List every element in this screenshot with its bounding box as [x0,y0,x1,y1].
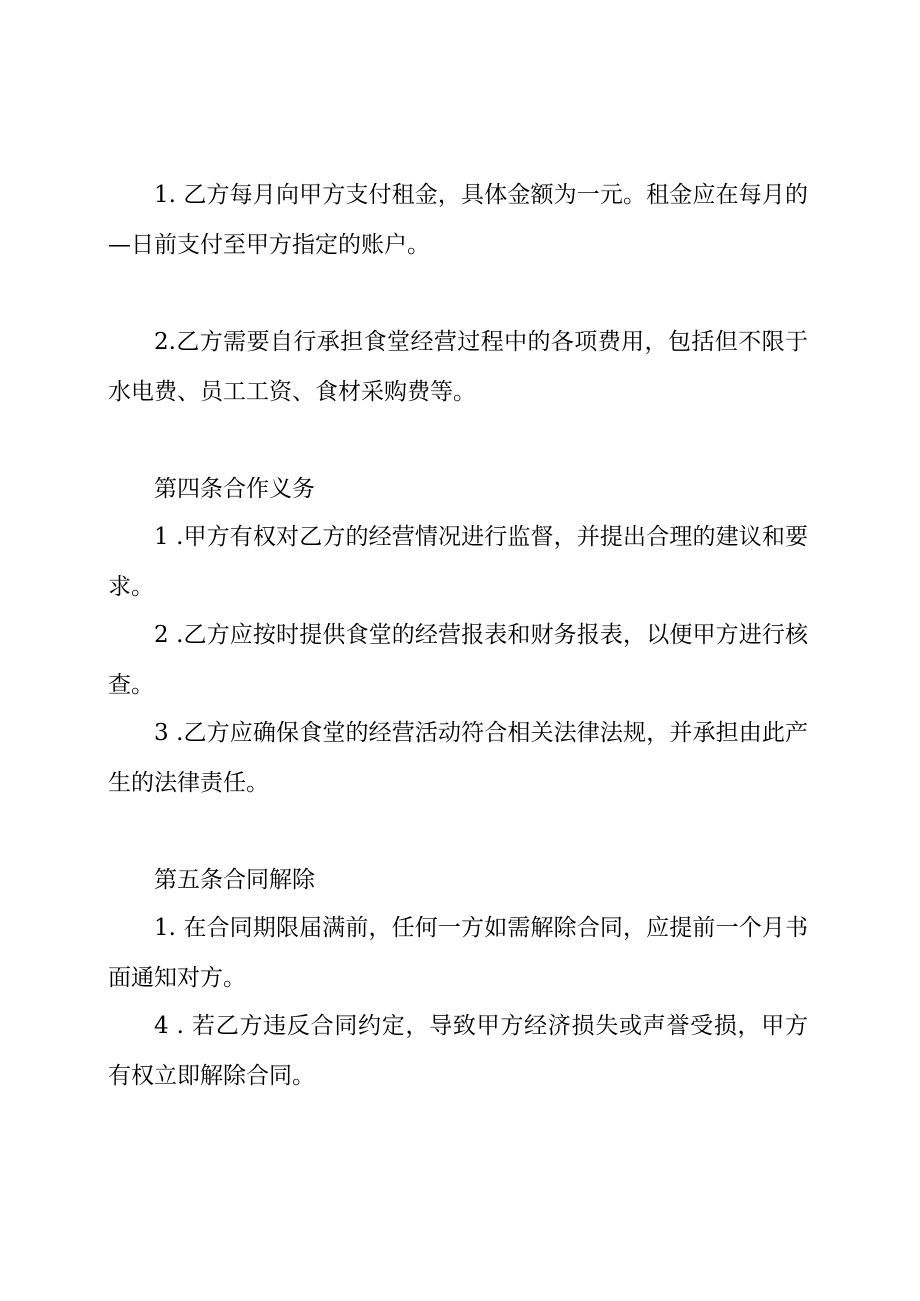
expense-clause: 2.乙方需要自行承担食堂经营过程中的各项费用，包括但不限于水电费、员工工资、食材采购费等。 [108,329,808,405]
breach-termination-clause: 4 . 若乙方违反合同约定，导致甲方经济损失或声誉受损，甲方有权立即解除合同。 [108,1013,808,1089]
section-5-title: 第五条合同解除 [154,867,315,893]
supervision-clause: 1 .甲方有权对乙方的经营情况进行监督，并提出合理的建议和要求。 [108,524,808,600]
section-4-title: 第四条合作义务 [154,476,315,502]
termination-notice-clause: 1. 在合同期限届满前，任何一方如需解除合同，应提前一个月书面通知对方。 [108,915,808,991]
compliance-clause: 3 .乙方应确保食堂的经营活动符合相关法律法规，并承担由此产生的法律责任。 [108,720,808,796]
rent-payment-clause: 1. 乙方每月向甲方支付租金，具体金额为一元。租金应在每月的—日前支付至甲方指定的账户。 [108,182,808,258]
reporting-clause: 2 .乙方应按时提供食堂的经营报表和财务报表，以便甲方进行核查。 [108,622,808,698]
